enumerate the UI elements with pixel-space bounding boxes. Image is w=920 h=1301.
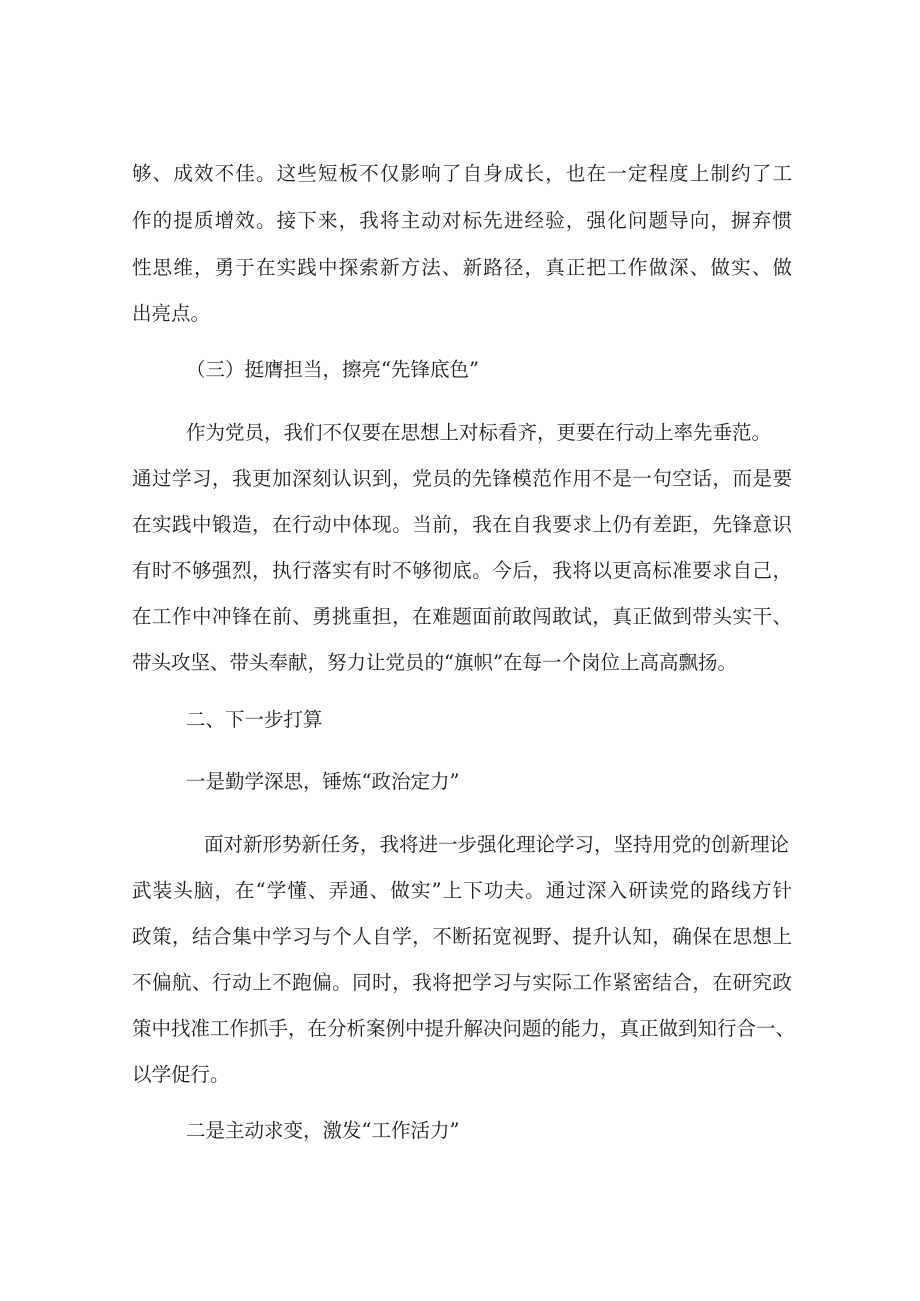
body-text-line: 够、成效不佳。这些短板不仅影响了自身成长，也在一定程度上制约了工 xyxy=(132,162,792,185)
item-heading: 一是勤学深思，锤炼“政治定力” xyxy=(186,770,460,793)
body-text-line: 在实践中锻造，在行动中体现。当前，我在自我要求上仍有差距，先锋意识 xyxy=(132,513,792,536)
body-text-line: 性思维，勇于在实践中探索新方法、新路径，真正把工作做深、做实、做 xyxy=(132,256,792,279)
body-text-line: 策中找准工作抓手，在分析案例中提升解决问题的能力，真正做到知行合一、 xyxy=(132,1017,796,1040)
body-text-line: 政策，结合集中学习与个人自学，不断拓宽视野、提升认知，确保在思想上 xyxy=(132,925,792,948)
body-text-line: 出亮点。 xyxy=(132,302,211,325)
body-text-line: 通过学习，我更加深刻认识到，党员的先锋模范作用不是一句空话，而是要 xyxy=(132,467,792,490)
body-text-line: 不偏航、行动上不跑偏。同时，我将把学习与实际工作紧密结合，在研究政 xyxy=(132,971,792,994)
body-text-line: 以学促行。 xyxy=(132,1063,230,1086)
subheading-3: （三）挺膺担当，擦亮“先锋底色” xyxy=(186,358,479,381)
section-heading: 二、下一步打算 xyxy=(186,708,323,731)
body-text-line: 带头攻坚、带头奉献，努力让党员的“旗帜”在每一个岗位上高高飘扬。 xyxy=(132,651,737,674)
body-text-line: 武装头脑，在“学懂、弄通、做实”上下功夫。通过深入研读党的路线方针 xyxy=(132,879,792,902)
item-heading: 二是主动求变，激发“工作活力” xyxy=(186,1119,460,1142)
body-text-line: 作的提质增效。接下来，我将主动对标先进经验，强化问题导向，摒弃惯 xyxy=(132,209,792,232)
body-text-line: 有时不够强烈，执行落实有时不够彻底。今后，我将以更高标准要求自己， xyxy=(132,559,792,582)
body-text-line: 作为党员，我们不仅要在思想上对标看齐，更要在行动上率先垂范。 xyxy=(186,421,772,444)
body-text-line: 在工作中冲锋在前、勇挑重担，在难题面前敢闯敢试，真正做到带头实干、 xyxy=(132,605,792,628)
body-text-line: 面对新形势新任务，我将进一步强化理论学习，坚持用党的创新理论 xyxy=(204,833,790,856)
